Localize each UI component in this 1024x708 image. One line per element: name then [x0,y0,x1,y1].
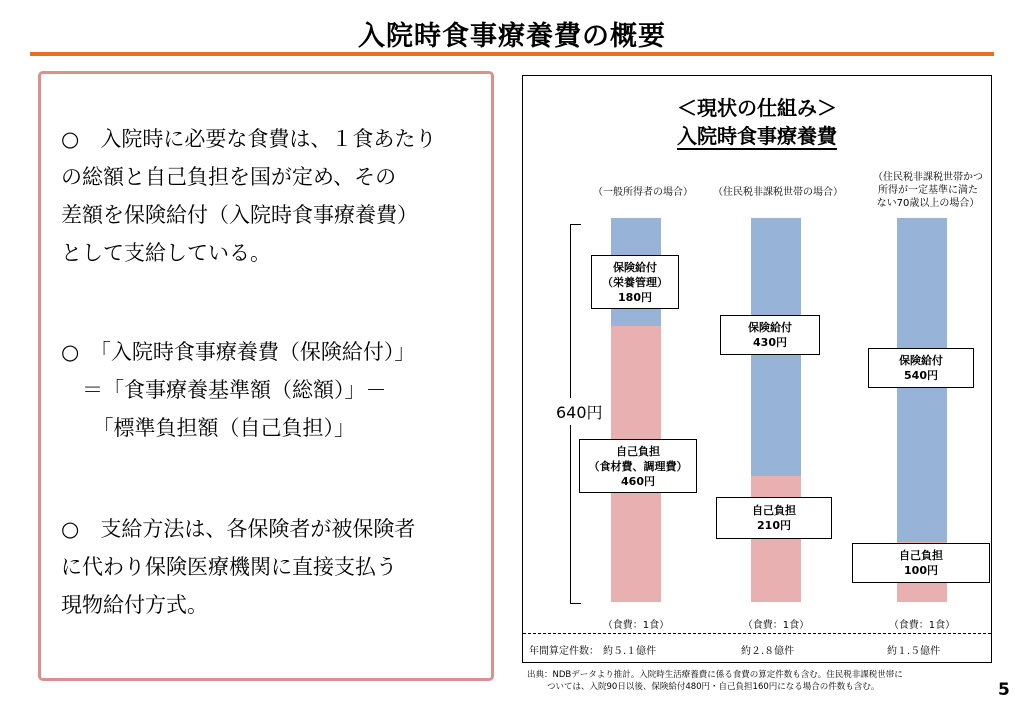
summary-paragraph-1 [61,120,436,272]
summary-line: ○ 入院時に必要な食費は、１食あたり [61,127,437,151]
meal-unit-label: （食費：1食） [888,620,956,631]
label-line: 180円 [618,290,652,304]
page-title: 入院時食事療養費の概要 [358,21,666,52]
summary-line: 「標準負担額（自己負担）」 [61,416,355,440]
summary-paragraph-3 [61,510,415,624]
page-number: 5 [998,680,1010,700]
insurance-label [591,255,679,309]
label-line: 540円 [904,369,938,382]
label-line: 自己負担 [752,504,796,517]
summary-line: ○ 「入院時食事療養費（保険給付）」 [61,340,416,364]
meal-unit-label: （食費：1食） [602,620,670,631]
title-underline [30,52,994,56]
total-amount-label: 640円 [556,398,603,425]
summary-line: ○ 支給方法は、各保険者が被保険者 [61,517,416,541]
column-header-general [568,186,718,199]
panel-subheading-text: 入院時食事療養費 [677,124,837,148]
summary-box [38,71,494,681]
annual-count-value: 約１.５億件 [887,646,941,657]
label-line: 自己負担 [899,549,943,562]
summary-line: ＝「食事療養基準額（総額）」－ [61,378,387,402]
annual-count-label [529,642,656,657]
self-pay-label [716,497,832,539]
current-system-panel [522,75,992,663]
self-pay-bar [751,476,801,602]
column-header-line: （住民税非課税世帯かつ [873,172,983,183]
label-line: 100円 [904,564,938,577]
label-line: 保険給付 [899,354,943,367]
insurance-label [720,315,820,355]
column-header-line: ない70歳以上の場合） [876,198,980,209]
label-line: 460円 [621,474,655,488]
label-line: 自己負担 [616,444,660,458]
annual-count-caption: 年間算定件数： [529,646,599,657]
column-header-tax-exempt-elderly [863,171,993,210]
label-line: （栄養管理） [602,275,668,289]
summary-line: 差額を保険給付（入院時食事療養費） [61,203,418,227]
summary-line: として支給している。 [61,241,271,265]
label-line: （食材費、調理費） [588,459,688,473]
panel-heading: ＜現状の仕組み＞ [677,96,837,120]
label-line: 430円 [753,336,787,349]
summary-line: に代わり保険医療機関に直接支払う [61,555,397,579]
label-line: 保険給付 [613,260,657,274]
column-header-line: （住民税非課税世帯の場合） [713,187,843,198]
column-header-line: （一般所得者の場合） [593,187,693,198]
source-line: 出典：NDBデータより推計。入院時生活療養費に係る食費の算定件数も含む。住民税非課税世帯に [527,670,903,680]
summary-paragraph-2 [61,333,415,447]
summary-line: の総額と自己負担を国が定め、その [61,165,397,189]
annual-count-value: 約２.８億件 [741,646,795,657]
annual-count-value: 約５.１億件 [603,646,657,657]
label-line: 保険給付 [748,321,792,334]
panel-subheading [523,120,991,149]
source-line: ついては、入院90日以後、保険給付480円・自己負担160円になる場合の件数も含む。 [547,682,880,692]
self-pay-label [579,439,697,493]
meal-unit-label: （食費：1食） [742,620,810,631]
divider [523,633,991,634]
self-pay-label [852,543,990,583]
label-line: 210円 [757,519,791,532]
source-note [527,669,903,693]
insurance-label [868,348,974,388]
column-header-tax-exempt [698,186,858,199]
summary-line: 現物給付方式。 [61,593,208,617]
column-header-line: 所得が一定基準に満た [878,185,978,196]
